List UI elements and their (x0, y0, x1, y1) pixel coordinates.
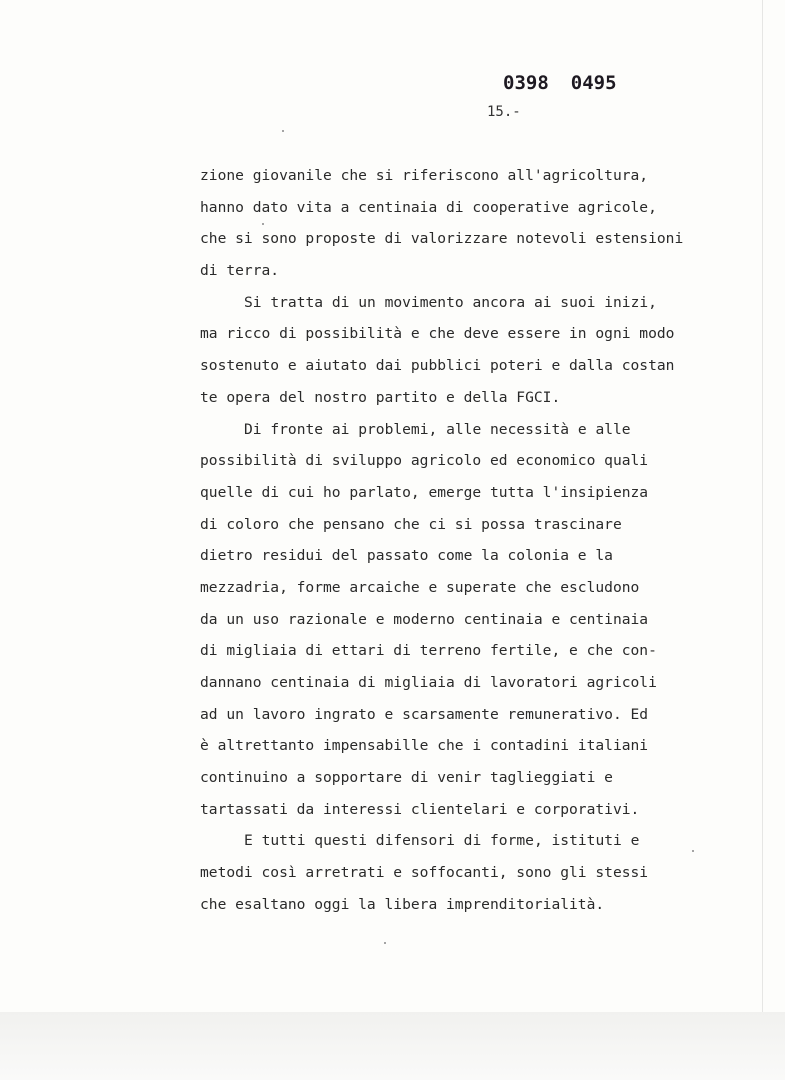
text-line: continuino a sopportare di venir taglieggiati e (200, 769, 613, 787)
archive-stamp (503, 72, 617, 94)
text-line: tartassati da interessi clientelari e corporativi. (200, 800, 640, 818)
paper-edge (762, 0, 763, 1012)
text-line: E tutti questi difensori di forme, istituti e (244, 832, 640, 850)
text-line: da un uso razionale e moderno centinaia e centinaia (200, 610, 649, 628)
text-line: te opera del nostro partito e della FGCI. (200, 388, 561, 406)
text-line: ad un lavoro ingrato e scarsamente remunerativo. Ed (200, 705, 649, 723)
body-text (200, 164, 740, 925)
text-line: dannano centinaia di migliaia di lavoratori agricoli (200, 674, 657, 691)
text-line: che si sono proposte di valorizzare notevoli estensioni (200, 230, 684, 248)
text-line: dietro residui del passato come la colonia e la (200, 547, 613, 565)
text-line: ma ricco di possibilità e che deve essere in ogni modo (200, 325, 675, 343)
text-line: hanno dato vita a centinaia di cooperative agricole, (200, 198, 657, 216)
text-line: possibilità di sviluppo agricolo ed economico quali (200, 452, 649, 470)
archive-number-1: 0398 (503, 72, 549, 94)
scan-bottom-margin (0, 1012, 785, 1080)
text-line: di terra. (200, 262, 280, 280)
page-number: 15.- (487, 104, 521, 120)
text-line: di coloro che pensano che ci si possa trascinare (200, 515, 622, 533)
text-line: Di fronte ai problemi, alle necessità e alle (244, 420, 631, 438)
text-line: è altrettanto impensabille che i contadini italiani (200, 737, 649, 755)
text-line: quelle di cui ho parlato, emerge tutta l'insipienza (200, 483, 649, 501)
text-line: zione giovanile che si riferiscono all'agricoltura, (200, 167, 649, 184)
text-line: sostenuto e aiutato dai pubblici poteri e dalla costan (200, 357, 675, 375)
scan-speck (384, 942, 386, 944)
text-line: Si tratta di un movimento ancora ai suoi inizi, (244, 293, 657, 311)
archive-number-2: 0495 (570, 72, 617, 94)
text-line: metodi così arretrati e soffocanti, sono gli stessi (200, 864, 649, 882)
text-line: che esaltano oggi la libera imprenditorialità. (200, 895, 605, 913)
text-line: mezzadria, forme arcaiche e superate che escludono (200, 578, 640, 596)
text-line: di migliaia di ettari di terreno fertile, e che con- (200, 642, 657, 660)
scan-speck (282, 130, 284, 132)
